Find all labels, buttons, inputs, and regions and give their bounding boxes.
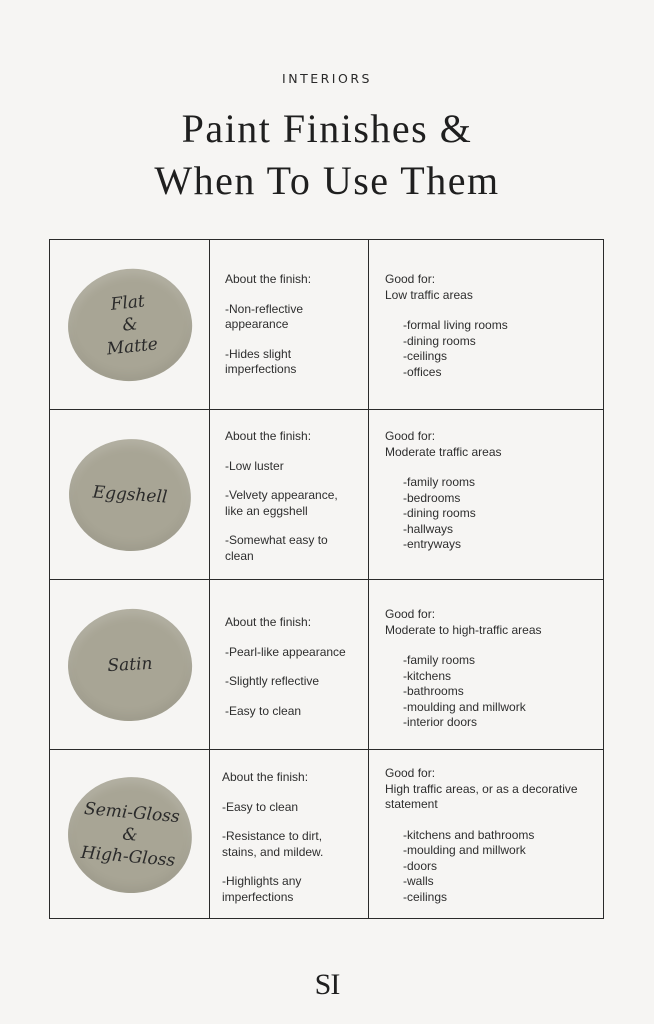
page-title <box>0 103 654 207</box>
list-item: -offices <box>403 364 442 379</box>
list-item: -family rooms <box>403 653 476 667</box>
good-for-heading: Good for: <box>385 766 436 780</box>
good-for-subtitle: High traffic areas, or as a decorative statement <box>385 781 578 811</box>
about-point: -Pearl-like appearance <box>225 644 346 659</box>
list-item: -kitchens <box>403 668 452 683</box>
about-point: -Slightly reflective <box>225 674 320 688</box>
good-for-cell <box>369 410 603 580</box>
list-item: -entryways <box>403 537 462 551</box>
about-heading: About the finish: <box>225 615 312 629</box>
finish-name: Flat & Matte <box>105 290 159 360</box>
finish-name: Semi-Gloss & High-Gloss <box>79 798 180 871</box>
brand-logo: SI <box>314 968 340 1001</box>
good-for-heading: Good for: <box>385 272 436 286</box>
paint-swatch <box>65 434 195 554</box>
good-for-heading: Good for: <box>385 429 436 443</box>
about-point: -Velvety appearance, like an eggshell <box>225 488 338 518</box>
swatch-cell <box>50 580 210 750</box>
about-cell <box>210 410 369 580</box>
good-for-cell <box>369 750 603 919</box>
list-item: -bathrooms <box>403 684 464 698</box>
about-point: -Low luster <box>225 458 284 473</box>
about-point: -Highlights any imperfections <box>222 874 302 904</box>
title-line-1: Paint Finishes & <box>181 106 473 151</box>
title-line-2: When To Use Them <box>154 158 500 203</box>
about-point: -Resistance to dirt, stains, and mildew. <box>222 829 324 859</box>
list-item: -ceilings <box>403 889 448 904</box>
good-for-subtitle: Moderate to high-traffic areas <box>385 622 542 637</box>
finish-name: Satin <box>106 653 153 676</box>
about-point: -Easy to clean <box>225 703 302 718</box>
list-item: -moulding and millwork <box>403 699 526 714</box>
paint-swatch <box>63 771 197 897</box>
list-item: -moulding and millwork <box>403 843 526 857</box>
list-item: -dining rooms <box>403 506 476 520</box>
room-list <box>403 828 593 906</box>
room-list <box>403 653 593 731</box>
about-point: -Hides slight imperfections <box>225 346 297 376</box>
list-item: -interior doors <box>403 715 478 729</box>
list-item: -walls <box>403 874 434 888</box>
section-kicker: INTERIORS <box>282 71 372 86</box>
about-point: -Easy to clean <box>222 799 299 814</box>
good-for-cell <box>369 580 603 750</box>
list-item: -dining rooms <box>403 333 476 348</box>
room-list <box>403 318 593 380</box>
swatch-cell <box>50 410 210 580</box>
paint-swatch <box>65 605 195 723</box>
room-list <box>403 475 593 553</box>
list-item: -ceilings <box>403 349 448 363</box>
good-for-subtitle: Moderate traffic areas <box>385 444 502 459</box>
list-item: -kitchens and bathrooms <box>403 827 535 842</box>
good-for-heading: Good for: <box>385 607 436 621</box>
about-cell <box>210 580 369 750</box>
about-heading: About the finish: <box>225 429 312 443</box>
paint-swatch <box>62 262 197 386</box>
good-for-cell <box>369 240 603 410</box>
list-item: -hallways <box>403 521 454 536</box>
list-item: -formal living rooms <box>403 318 508 332</box>
swatch-cell <box>50 750 210 919</box>
about-cell <box>210 750 369 919</box>
about-heading: About the finish: <box>222 770 309 784</box>
swatch-cell <box>50 240 210 410</box>
about-cell <box>210 240 369 410</box>
list-item: -doors <box>403 858 438 873</box>
finish-name: Eggshell <box>91 481 168 508</box>
about-heading: About the finish: <box>225 272 312 286</box>
finishes-table <box>49 239 604 919</box>
list-item: -family rooms <box>403 475 476 489</box>
good-for-subtitle: Low traffic areas <box>385 287 473 302</box>
about-point: -Somewhat easy to clean <box>225 533 328 563</box>
list-item: -bedrooms <box>403 490 461 505</box>
about-point: -Non-reflective appearance <box>225 301 304 331</box>
